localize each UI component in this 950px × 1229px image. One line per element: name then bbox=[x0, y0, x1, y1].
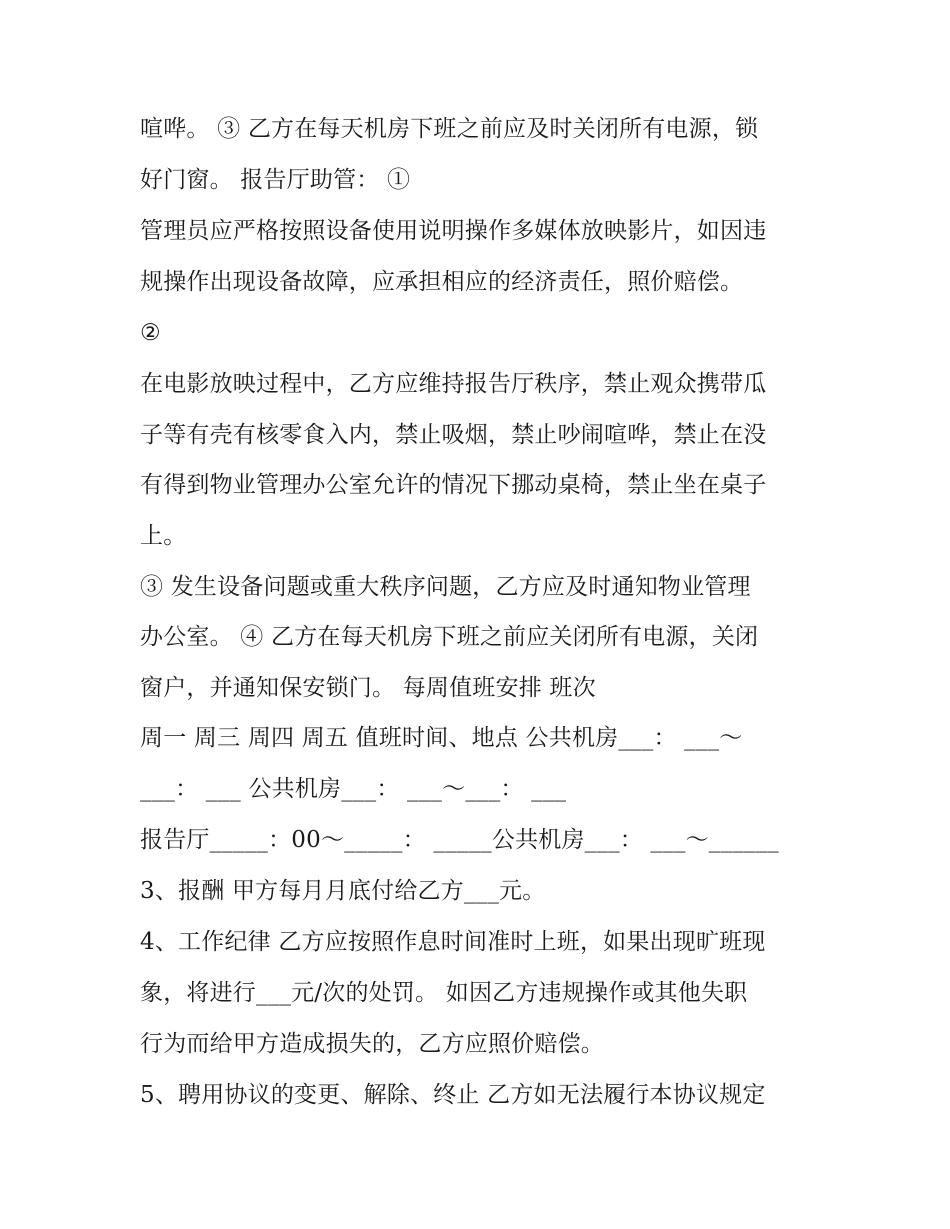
text-line: 办公室。 ④ 乙方在每天机房下班之前应关闭所有电源，关闭 bbox=[140, 624, 759, 650]
text-line: 上。 bbox=[140, 523, 187, 549]
text-line: ___： ___ 公共机房___： ___～___： ___ bbox=[140, 776, 567, 802]
text-line: 周一 周三 周四 周五 值班时间、地点 公共机房___： ___～ bbox=[140, 725, 743, 751]
text-line: 在电影放映过程中，乙方应维持报告厅秩序，禁止观众携带瓜 bbox=[140, 371, 767, 397]
text-line: 管理员应严格按照设备使用说明操作多媒体放映影片，如因违 bbox=[140, 218, 767, 244]
text-line: 有得到物业管理办公室允许的情况下挪动桌椅，禁止坐在桌子 bbox=[140, 472, 767, 498]
text-line: 象，将进行___元/次的处罚。 如因乙方违规操作或其他失职 bbox=[140, 980, 748, 1006]
text-line: 子等有壳有核零食入内，禁止吸烟，禁止吵闹喧哗，禁止在没 bbox=[140, 422, 767, 448]
text-line: 窗户，并通知保安锁门。 每周值班安排 班次 bbox=[140, 675, 596, 701]
text-line: 4、工作纪律 乙方应按照作息时间准时上班，如果出现旷班现 bbox=[140, 929, 766, 955]
text-line: 3、报酬 甲方每月月底付给乙方___元。 bbox=[140, 878, 546, 904]
text-line: ② bbox=[140, 320, 161, 346]
text-line: 行为而给甲方造成损失的，乙方应照价赔偿。 bbox=[140, 1031, 604, 1057]
text-line: ③ 发生设备问题或重大秩序问题，乙方应及时通知物业管理 bbox=[140, 574, 751, 600]
text-line: 报告厅_____：00～_____： _____公共机房___： ___～______ bbox=[140, 827, 779, 853]
text-line: 5、聘用协议的变更、解除、终止 乙方如无法履行本协议规定 bbox=[140, 1082, 766, 1108]
text-line: 好门窗。 报告厅助管： ① bbox=[140, 167, 411, 193]
text-line: 规操作出现设备故障，应承担相应的经济责任，照价赔偿。 bbox=[140, 269, 744, 295]
text-line: 喧哗。 ③ 乙方在每天机房下班之前应及时关闭所有电源，锁 bbox=[140, 116, 759, 142]
